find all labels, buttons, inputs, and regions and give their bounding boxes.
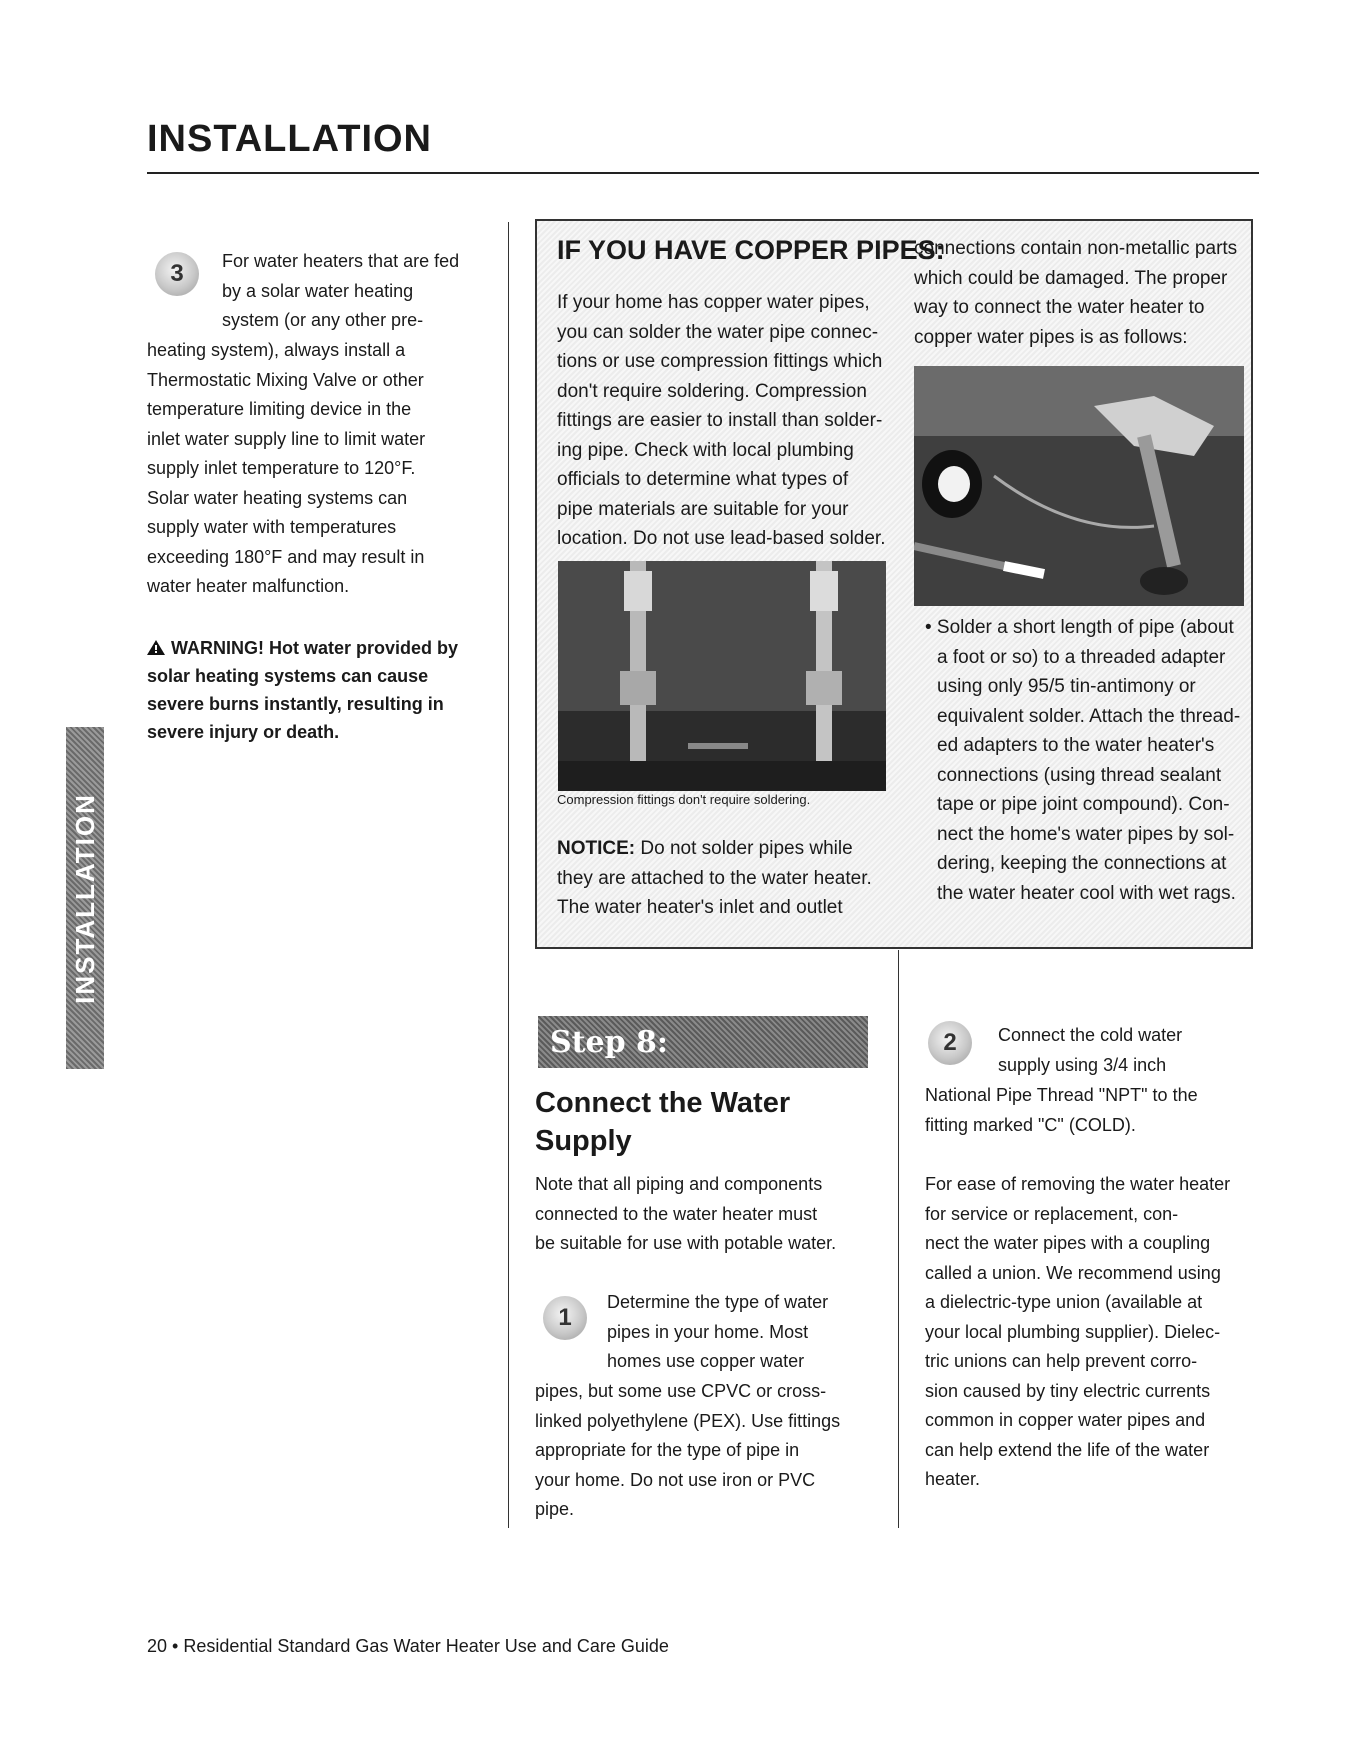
bullet-line: ed adapters to the water heater's [937, 735, 1215, 756]
callout-right-text [914, 234, 1249, 352]
text-line: heating system), always install a [147, 340, 406, 360]
bullet-line: nect the home's water pipes by sol- [937, 823, 1235, 845]
text-line: you can solder the water pipe connec- [557, 321, 879, 343]
text-line: be suitable for use with potable water. [535, 1233, 837, 1253]
text-line: for service or replacement, con- [925, 1203, 1179, 1224]
text-line: fitting marked "C" (COLD). [925, 1114, 1136, 1135]
warning-line: severe burns instantly, resulting in [147, 694, 444, 714]
text-line: can help extend the life of the water [925, 1439, 1210, 1460]
soldering-instructions [925, 613, 1250, 908]
bullet-line: dering, keeping the connections at [937, 853, 1227, 874]
item-3-lead-text [222, 247, 492, 336]
soldering-photo [914, 366, 1244, 606]
text-line: your local plumbing supplier). Dielec- [925, 1321, 1221, 1342]
text-line: common in copper water pipes and [925, 1410, 1206, 1430]
text-line: tions or use compression fittings which [557, 351, 883, 372]
text-line: water heater malfunction. [147, 576, 350, 596]
step-number-1-badge [543, 1296, 587, 1340]
text-line: fittings are easier to install than solder- [557, 410, 883, 431]
text-line: tric unions can help prevent corro- [925, 1351, 1198, 1371]
column-divider-right [898, 950, 899, 1528]
bullet-line: tape or pipe joint compound). Con- [937, 794, 1230, 815]
text-line: officials to determine what types of [557, 469, 849, 490]
text-line: For water heaters that are fed [222, 251, 460, 271]
text-line: ing pipe. Check with local plumbing [557, 439, 854, 461]
compression-fittings-illustration [558, 561, 886, 791]
text-line: homes use copper water [607, 1351, 805, 1371]
compression-fittings-photo [558, 561, 886, 791]
potable-water-note [535, 1170, 885, 1259]
text-line: location. Do not use lead-based solder. [557, 528, 886, 549]
section-title-line: Connect the Water [535, 1087, 791, 1119]
text-line: inlet water supply line to limit water [147, 428, 426, 449]
bullet-line: equivalent solder. Attach the thread- [937, 705, 1241, 727]
column-divider-left [508, 222, 509, 1528]
badge-number: 3 [170, 260, 184, 287]
text-line: pipes in your home. Most [607, 1321, 809, 1342]
warning-line: severe injury or death. [147, 722, 340, 742]
text-line: appropriate for the type of pipe in [535, 1440, 800, 1460]
section-side-tab [66, 727, 104, 1069]
notice-line: The water heater's inlet and outlet [557, 897, 843, 918]
text-line: connected to the water heater must [535, 1203, 818, 1224]
badge-number: 1 [558, 1304, 572, 1331]
text-line: pipe materials are suitable for your [557, 498, 849, 520]
text-line: which could be damaged. The proper [914, 267, 1228, 289]
text-line: called a union. We recommend using [925, 1262, 1221, 1283]
section-title-line: Supply [535, 1125, 632, 1157]
item-2-lead-text [998, 1021, 1258, 1080]
item-1-lead-text [607, 1288, 887, 1377]
bullet-line: connections (using thread sealant [937, 764, 1222, 786]
text-line: system (or any other pre- [222, 310, 424, 330]
callout-heading: IF YOU HAVE COPPER PIPES: [557, 235, 945, 265]
notice-text [557, 834, 897, 923]
text-line: pipes, but some use CPVC or cross- [535, 1381, 827, 1401]
text-line: Thermostatic Mixing Valve or other [147, 369, 424, 390]
step-number-2-badge [928, 1021, 972, 1065]
warning-block [147, 634, 497, 746]
section-title [535, 1084, 790, 1160]
bullet-line: • Solder a short length of pipe (about [925, 617, 1234, 638]
text-line: temperature limiting device in the [147, 399, 412, 419]
text-line: Determine the type of water [607, 1292, 829, 1312]
text-line: nect the water pipes with a coupling [925, 1233, 1211, 1253]
text-line: exceeding 180°F and may result in [147, 546, 425, 567]
page-title: INSTALLATION [147, 118, 432, 160]
text-line: a dielectric-type union (available at [925, 1292, 1203, 1312]
text-line: Solar water heating systems can [147, 487, 408, 508]
copper-pipes-callout [535, 219, 1253, 949]
notice-label: NOTICE: [557, 838, 636, 859]
text-line: heater. [925, 1469, 981, 1489]
item-2-body-text [925, 1081, 1265, 1140]
bullet-line: the water heater cool with wet rags. [937, 882, 1236, 904]
text-line: linked polyethylene (PEX). Use fittings [535, 1410, 841, 1431]
warning-triangle-icon [147, 640, 165, 655]
text-line: don't require soldering. Compression [557, 380, 867, 402]
text-line: supply inlet temperature to 120°F. [147, 458, 416, 478]
callout-intro-text [557, 288, 897, 554]
text-line: copper water pipes is as follows: [914, 326, 1188, 348]
bullet-line: a foot or so) to a threaded adapter [937, 646, 1226, 668]
text-line: sion caused by tiny electric currents [925, 1380, 1211, 1401]
notice-line: Do not solder pipes while [635, 838, 853, 859]
step-banner-label: Step 8: [550, 1024, 668, 1060]
item-1-body-text [535, 1377, 885, 1525]
text-line: Note that all piping and components [535, 1174, 823, 1194]
text-line: For ease of removing the water heater [925, 1174, 1231, 1194]
text-line: by a solar water heating [222, 280, 414, 301]
notice-line: they are attached to the water heater. [557, 867, 872, 889]
union-recommendation-text [925, 1170, 1265, 1495]
step-8-banner [538, 1016, 868, 1068]
text-line: connections contain non-metallic parts [914, 238, 1238, 259]
step-number-3-badge [155, 252, 199, 296]
text-line: Connect the cold water [998, 1025, 1183, 1045]
text-line: If your home has copper water pipes, [557, 292, 870, 313]
side-tab-label: INSTALLATION [69, 792, 100, 1004]
text-line: supply water with temperatures [147, 517, 397, 537]
title-divider [147, 172, 1259, 174]
photo-caption: Compression fittings don't require soldering. [557, 792, 811, 807]
text-line: supply using 3/4 inch [998, 1054, 1167, 1075]
badge-number: 2 [943, 1029, 957, 1056]
text-line: your home. Do not use iron or PVC [535, 1469, 816, 1490]
warning-line: solar heating systems can cause [147, 666, 429, 686]
item-3-body-text [147, 336, 492, 602]
warning-line: WARNING! Hot water provided by [171, 638, 459, 658]
text-line: way to connect the water heater to [914, 297, 1205, 318]
text-line: National Pipe Thread "NPT" to the [925, 1085, 1198, 1105]
soldering-illustration [914, 366, 1244, 606]
bullet-line: using only 95/5 tin-antimony or [937, 676, 1196, 697]
text-line: pipe. [535, 1499, 575, 1519]
page-footer: 20 • Residential Standard Gas Water Heater Use and Care Guide [147, 1636, 669, 1656]
